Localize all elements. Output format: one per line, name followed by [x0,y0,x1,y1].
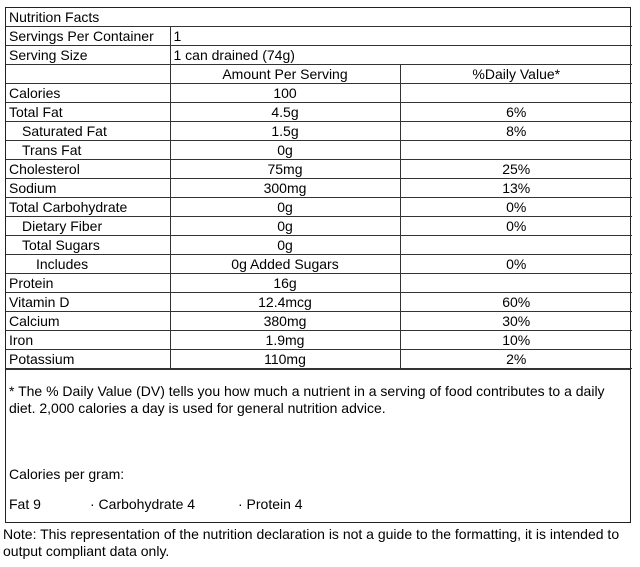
nutrient-amount: 100 [170,84,400,103]
nutrient-name: Includes [6,255,170,274]
nutrition-table [6,8,632,369]
nutrient-name: Cholesterol [6,160,170,179]
label-footer [6,369,630,521]
nutrient-name: Saturated Fat [6,122,170,141]
nutrient-name: Potassium [6,350,170,369]
nutrient-amount: 300mg [170,179,400,198]
header-amount: Amount Per Serving [170,65,400,84]
nutrient-row [6,198,632,217]
nutrient-amount: 75mg [170,160,400,179]
nutrient-amount: 16g [170,274,400,293]
nutrient-dv: 0% [400,255,632,274]
nutrient-dv: 2% [400,350,632,369]
nutrient-row [6,84,632,103]
nutrient-dv: 0% [400,198,632,217]
nutrient-amount: 110mg [170,350,400,369]
nutrient-row [6,141,632,160]
nutrient-name: Protein [6,274,170,293]
nutrient-amount: 0g [170,141,400,160]
nutrient-row [6,350,632,369]
nutrient-dv: 10% [400,331,632,350]
nutrient-name: Dietary Fiber [6,217,170,236]
nutrient-name: Sodium [6,179,170,198]
nutrient-row [6,236,632,255]
title-row [6,8,632,27]
nutrient-name: Vitamin D [6,293,170,312]
nutrient-dv: 30% [400,312,632,331]
nutrient-amount: 0g [170,236,400,255]
servings-value: 1 [170,27,632,46]
fat-calories: Fat 9 [9,496,41,512]
nutrient-amount: 1.9mg [170,331,400,350]
nutrient-row [6,255,632,274]
nutrient-row [6,274,632,293]
nutrient-dv: 25% [400,160,632,179]
nutrient-amount: 12.4mcg [170,293,400,312]
nutrient-dv [400,141,632,160]
nutrient-dv [400,274,632,293]
calories-per-gram-title: Calories per gram: [9,466,125,482]
header-dv: %Daily Value* [400,65,632,84]
serving-size-value: 1 can drained (74g) [170,46,632,65]
label-title: Nutrition Facts [6,8,632,27]
nutrient-name: Calcium [6,312,170,331]
header-row [6,65,632,84]
daily-value-footnote: * The % Daily Value (DV) tells you how much a nutrient in a serving of food contributes to a daily diet. 2,000 calories a day is used for general nutrition advice. [9,383,605,416]
nutrient-row [6,103,632,122]
nutrient-dv [400,236,632,255]
nutrient-name: Calories [6,84,170,103]
nutrient-name: Total Fat [6,103,170,122]
nutrient-name: Trans Fat [6,141,170,160]
nutrient-amount: 4.5g [170,103,400,122]
nutrient-dv: 60% [400,293,632,312]
nutrient-amount: 0g Added Sugars [170,255,400,274]
nutrient-row [6,312,632,331]
nutrient-row [6,293,632,312]
carbohydrate-calories: · Carbohydrate 4 [90,496,196,512]
nutrient-amount: 0g [170,217,400,236]
servings-label: Servings Per Container [6,27,170,46]
nutrient-dv: 8% [400,122,632,141]
format-note: Note: This representation of the nutrition declaration is not a guide to the formatting, it is intended to output compliant data only. [3,526,620,559]
nutrient-name: Iron [6,331,170,350]
nutrient-amount: 1.5g [170,122,400,141]
nutrient-name: Total Carbohydrate [6,198,170,217]
nutrient-amount: 0g [170,198,400,217]
serving-size-label: Serving Size [6,46,170,65]
nutrient-dv: 6% [400,103,632,122]
serving-size-row [6,46,632,65]
servings-row [6,27,632,46]
protein-calories: · Protein 4 [238,496,303,512]
nutrient-dv [400,84,632,103]
header-blank [6,65,170,84]
nutrient-row [6,179,632,198]
nutrient-row [6,122,632,141]
nutrient-name: Total Sugars [6,236,170,255]
nutrient-row [6,160,632,179]
nutrient-amount: 380mg [170,312,400,331]
nutrient-row [6,331,632,350]
nutrition-label [5,7,631,523]
nutrient-row [6,217,632,236]
nutrient-dv: 13% [400,179,632,198]
nutrient-dv: 0% [400,217,632,236]
